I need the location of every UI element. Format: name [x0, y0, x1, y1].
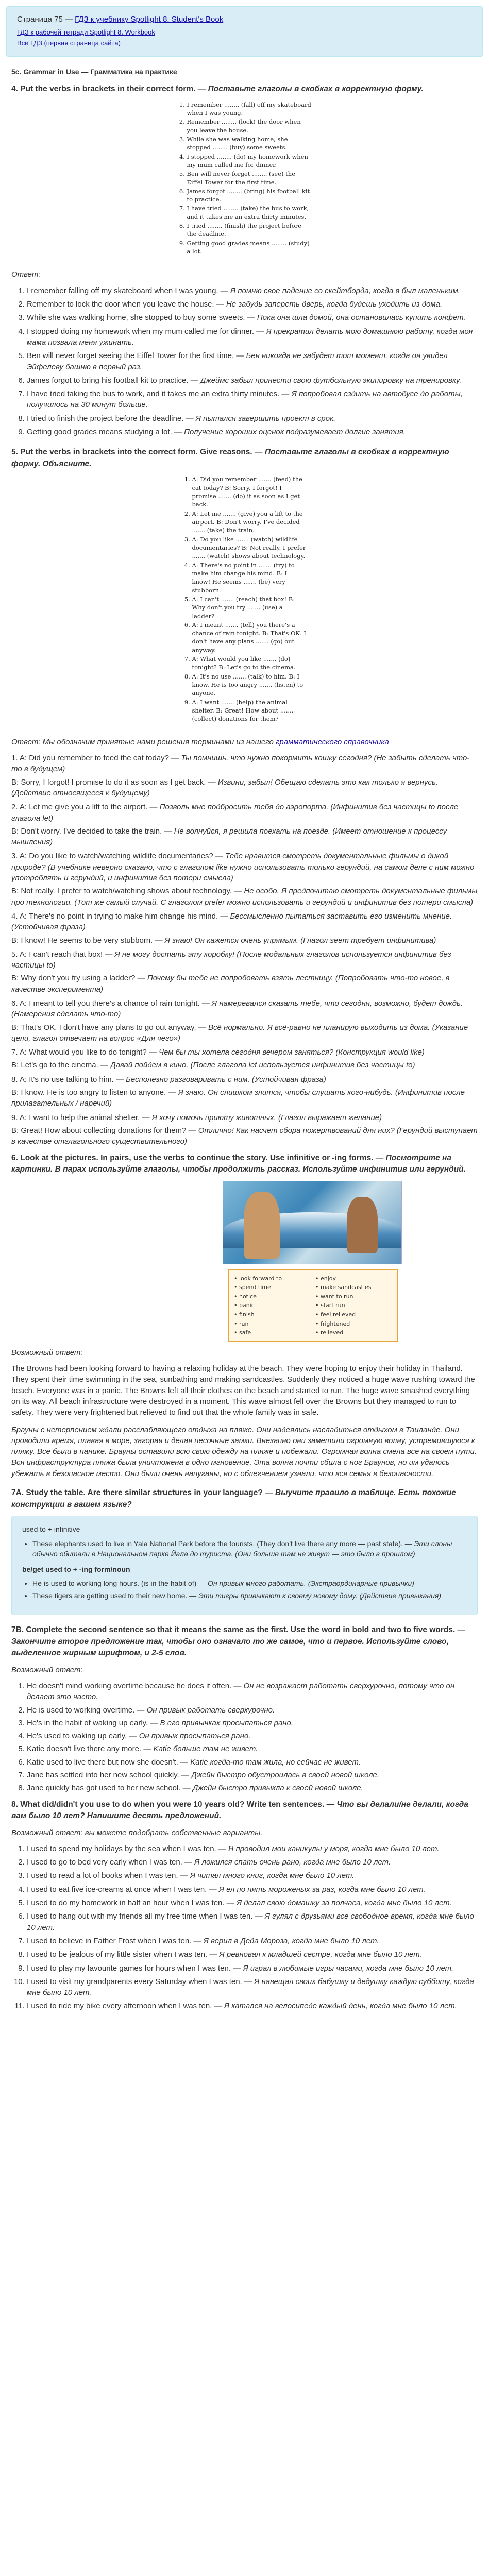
answer-en: B: Great! How about collecting donations for them? [11, 1126, 187, 1135]
answer-ru: — Всё нормально. Я всё-равно не планирую выходить из дома. (Указание цели, глагол отвечает на вопрос «Для чего») [11, 1023, 468, 1043]
word-item: • relieved [315, 1329, 344, 1336]
textbook-line: 9. Getting good grades means ........ (study) a lot. [187, 239, 312, 256]
answer-en: James forgot to bring his football kit to practice. [27, 376, 189, 385]
used-to-label: used to + infinitive [22, 1524, 80, 1533]
answer-ru: — В его привычках просыпаться рано. [148, 1718, 294, 1727]
answer-en: B: Let's go to the cinema. [11, 1061, 98, 1070]
dialogue-group [11, 998, 478, 1044]
answer-ru: — Я делал свою домашку за полчаса, когда мне было 10 лет. [224, 1899, 452, 1908]
answer-ru: — Получение хороших оценок подразумевает долгие занятия. [172, 428, 406, 437]
dialogue-line [11, 1087, 478, 1109]
textbook-line: 9. A: I want ....... (help) the animal shelter. B: Great! How about ....... (collect) donations for them? [192, 698, 307, 723]
answer-en: He's used to waking up early. [27, 1732, 127, 1741]
answer-en: B: That's OK. I don't have any plans to go out anyway. [11, 1023, 196, 1032]
answer-ru: — Ты помнишь, что нужно покормить кошку сегодня? (Не забыть сделать что-то в будущем) [11, 754, 470, 774]
answer-en: I used to do my homework in half an hour when I was ten. [27, 1899, 225, 1908]
answer-ru: — Я ревновал к младшей сестре, когда мне было 10 лет. [207, 1950, 422, 1959]
example-ru: — Эти слоны обычно обитали в Национальном парке Йала до туриста. (Они больше там не живут — это было в прошлом) [32, 1539, 452, 1558]
exercise-6 [11, 1153, 478, 1479]
answer-ru: — Я верил в Деда Мороза, когда мне было 10 лет. [191, 1936, 379, 1945]
exercise-7b [11, 1624, 478, 1793]
answer-en: He is used to working overtime. [27, 1705, 135, 1715]
dialogue-group [11, 911, 478, 946]
textbook-line: 2. A: Let me ....... (give) you a lift to the airport. B: Don't worry. I've decided ....... (take) the train. [192, 510, 307, 535]
ex6-story-en: The Browns had been looking forward to having a relaxing holiday at the beach. They were hoping to enjoy their holiday in Thailand. They spent their time swimming in the sea, sunbathing and making sandcastles. Suddenly they noticed a huge wave rushing toward the beach. Everyone was in a panic. The Browns left all their clothes on the beach and started to run. The huge wave smashed everything on its way. All beach infrastructure were destroyed in a moment. This wave almost fell over the Browns but they managed to run to safety. They were very frightened but relieved to find out that the whole family was in safe. [11, 1364, 475, 1417]
answer-ru: — Тебе нравится смотреть документальные фильмы о дикой природе? (В учебнике неверно сказано, что с глаголом like нужно использовать только герундий, на самом деле с ним можно употреблять и герундий, и инфинитив без потери смысла) [11, 852, 475, 883]
answer-item [27, 1731, 478, 1741]
answer-en: I used to spend my holidays by the sea when I was ten. [27, 1844, 216, 1853]
ex5-note-text: Ответ: Мы обозначим принятые нами решения терминами из нашего [11, 737, 276, 747]
textbook-line: 7. I have tried ........ (take) the bus to work, and it takes me an extra thirty minutes. [187, 204, 312, 221]
ex4-title-ru: — Поставьте глаголы в скобках в корректную форму. [195, 84, 424, 94]
answer-item [27, 285, 478, 296]
dialogue-group [11, 753, 478, 799]
textbook-line: 6. A: I meant ....... (tell) you there's a chance of rain tonight. B: That's OK. I don't have any plans ....... (go) out anyway. [192, 621, 307, 654]
answer-ru: — Он не возражает работать сверхурочно, потому что он делает это часто. [27, 1681, 455, 1702]
answer-ru: — Он привык работать сверхурочно. [134, 1705, 275, 1715]
answer-ru: — Не особо. Я предпочитаю смотреть документальные фильмы про технологии. (Тот же самый случай. С глаголом prefer можно использовать и герундий и инфинитив без потери смысла) [11, 887, 478, 907]
answer-en: Jane quickly has got used to her new school. [27, 1784, 181, 1793]
ex8-title-ru: — Что вы делали/не делали, когда вам было 10 лет? Напишите десять предложений. [11, 1800, 468, 1821]
answer-en: While she was walking home, she stopped to buy some sweets. [27, 313, 245, 323]
exercise-4-heading [11, 83, 478, 95]
main-content [6, 67, 483, 2011]
dialogue-line [11, 1112, 478, 1123]
answer-en: B: Sorry, I forgot! I promise to do it as soon as I get back. [11, 777, 206, 787]
word-item: • start run [315, 1302, 345, 1309]
answer-ru: — Не забудь запереть дверь, когда будешь уходить из дома. [214, 300, 443, 309]
section-title: 5c. Grammar in Use — Грамматика на практике [11, 67, 177, 76]
dialogue-group [11, 1074, 478, 1109]
page-title [17, 14, 472, 25]
exercise-7a [11, 1487, 478, 1615]
dialogue-number: 9. [11, 1113, 20, 1122]
ex5-textbook-list [183, 475, 307, 723]
answer-item [27, 1911, 478, 1933]
answer-ru: — Я ел по пять мороженых за раз, когда мне было 10 лет. [207, 1885, 426, 1894]
ex5-note [11, 737, 478, 748]
answer-ru: — Я читал много книг, когда мне было 10 лет. [178, 1871, 355, 1880]
dialogue-line [11, 1047, 478, 1058]
answer-item [27, 375, 478, 386]
answer-item [27, 1843, 478, 1854]
dialogue-line [11, 826, 478, 848]
ex7b-list [11, 1681, 478, 1794]
answer-en: I have tried taking the bus to work, and it takes me an extra thirty minutes. [27, 389, 280, 399]
answer-ru: — Я не могу достать эту коробку! (После модальных глаголов используется инфинитив без частицы to) [11, 950, 451, 970]
ex6-word-box [228, 1269, 398, 1342]
dialogue-line [11, 753, 478, 775]
answer-en: Jane has settled into her new school quickly. [27, 1771, 179, 1780]
dialogue-line [11, 935, 478, 946]
answer-en: Getting good grades means studying a lot. [27, 428, 172, 437]
dialogue-group [11, 1112, 478, 1147]
example-ru: — Эти тигры привыкают к своему новому дому. (Действие привыкания) [187, 1591, 442, 1600]
textbook-line: 4. I stopped ........ (do) my homework when my mum called me for dinner. [187, 152, 312, 170]
answer-en: I used to hang out with my friends all my free time when I was ten. [27, 1912, 253, 1921]
answer-en: I used to believe in Father Frost when I was ten. [27, 1936, 192, 1945]
answer-en: I used to go to bed very early when I was ten. [27, 1858, 182, 1867]
answer-en: A: What would you like to do tonight? [19, 1048, 147, 1057]
ex6-story-ru: Брауны с нетерпением ждали расслабляющего отдыха на пляже. Они надеялись насладиться отдыхом в Таиланде. Они проводили время, плавая в море, загорая и делая песочные замки. Внезапно они заметили огромную волну, устремившуюся к пляжу. Все были в панике. Брауны оставили всю свою одежду на пляже и побежали. Огромная волна смела все на своем пути. Вся инфраструктура пляжа была уничтожена в одно мгновение. Эта волна почти сбила с ног Браунов, но им удалось убежать в безопасное место. Они были очень напуганы, но с облегчением узнали, что вся семья в безопасности. [11, 1425, 477, 1478]
answer-en: I used to ride my bike every afternoon when I was ten. [27, 2002, 212, 2011]
dialogue-group [11, 802, 478, 848]
grammar-reference-link[interactable]: грамматического справочника [275, 737, 389, 747]
answer-en: Katie used to live there but now she doesn't. [27, 1757, 178, 1767]
dialogue-line [11, 851, 478, 884]
textbook-line: 8. A: It's no use ....... (talk) to him. B: I know. He is too angry ....... (listen) to anyone. [192, 672, 307, 698]
word-item: • feel relieved [315, 1311, 356, 1318]
textbook-line: 1. I remember ........ (fall) off my skateboard when I was young. [187, 100, 312, 117]
example-en: He is used to working long hours. (is in the habit of) [32, 1579, 197, 1588]
answer-ru: — Katie больше там не живет. [141, 1744, 258, 1754]
ex5-answers [11, 753, 478, 1147]
ex5-title-en: 5. Put the verbs in brackets into the correct form. Give reasons. [11, 448, 252, 457]
ex6-answer-heading: Возможный ответ: [11, 1348, 83, 1357]
ex7b-title-en: 7B. Complete the second sentence so that it means the same as the first. Use the word in bold and two to five words. [11, 1625, 456, 1635]
dialogue-group [11, 949, 478, 995]
answer-en: I used to eat five ice-creams at once when I was ten. [27, 1885, 207, 1894]
ex7a-title-ru: — Выучите правило в таблице. Есть похожие конструкции в вашем языке? [11, 1488, 456, 1509]
dialogue-group [11, 851, 478, 907]
answer-item [27, 1936, 478, 1946]
answer-item [27, 1681, 478, 1703]
answer-en: A: There's no point in trying to make him change his mind. [19, 911, 218, 921]
answer-ru: — Я играл в любимые игры часами, когда мне было 10 лет. [231, 1963, 454, 1973]
exercise-8 [11, 1799, 478, 2012]
ex6-title-en: 6. Look at the pictures. In pairs, use the verbs to continue the story. Use infinitive or -ing forms. [11, 1153, 374, 1162]
word-item: • run [234, 1320, 249, 1327]
answer-ru: — Давай пойдем в кино. (После глагола let используется инфинитив без частицы to) [98, 1061, 415, 1070]
word-item: • enjoy [315, 1275, 336, 1282]
example-en: These elephants used to live in Yala National Park before the tourists. (They don't live there any more — past state). [32, 1539, 403, 1548]
answer-item [27, 1783, 478, 1793]
answer-en: I used to be jealous of my little sister when I was ten. [27, 1950, 208, 1959]
word-item: • notice [234, 1293, 257, 1300]
answer-ru: — Я знаю. Он слишком злится, чтобы слушать кого-нибудь. (Инфинитив после прилагательных / наречий) [11, 1088, 465, 1108]
answer-item [27, 1757, 478, 1768]
answer-ru: — Я гулял с друзьями все свободное время, когда мне было 10 лет. [27, 1912, 474, 1932]
answer-en: I used to visit my grandparents every Saturday when I was ten. [27, 1977, 242, 1986]
grammar-example [32, 1579, 467, 1589]
textbook-line: 1. A: Did you remember ....... (feed) the cat today? B: Sorry, I forgot! I promise ....... (do) it as soon as I get back. [192, 475, 307, 509]
dialogue-line [11, 1060, 478, 1071]
answer-ru: — Я попробовал ездить на автобусе до работы, получилось на 30 минут больше. [27, 389, 463, 410]
answer-ru: — Бен никогда не забудет тот момент, когда он увидел Эйфелеву башню в первый раз. [27, 351, 448, 371]
ex6-title-ru: — Посмотрите на картинки. В парах используйте глаголы, чтобы продолжить рассказ. Используйте инфинитив или герундий. [11, 1153, 466, 1174]
header-infobox [6, 6, 483, 57]
dialogue-line [11, 1074, 478, 1085]
answer-en: B: I know. He is too angry to listen to anyone. [11, 1088, 166, 1097]
ex4-textbook-list [178, 100, 312, 256]
dialogue-line [11, 998, 478, 1020]
ex4-textbook-excerpt [178, 100, 312, 256]
word-item: • spend time [234, 1284, 271, 1291]
textbook-line: 3. A: Do you like ....... (watch) wildlife documentaries? B: Not really. I prefer ....... (watch) shows about technology. [192, 535, 307, 561]
textbook-line: 4. A: There's no point in ....... (try) to make him change his mind. B: I know! He seems ....... (be) very stubborn. [192, 561, 307, 595]
ex6-story [11, 1363, 478, 1479]
be-used-to-label: be/get used to + -ing form/noun [22, 1565, 130, 1573]
answer-ru: — Джейн быстро обустроилась в своей новой школе. [179, 1771, 380, 1780]
ex7b-title-ru: — Закончите второе предложение так, чтобы оно означало то же самое, что и первое. Используйте слово, выделенное жирным шрифтом, и 2-5 слов. [11, 1625, 466, 1658]
grammar-table-box [11, 1516, 478, 1615]
answer-ru: — Джейн быстро привыкла к своей новой школе. [180, 1784, 363, 1793]
answer-item [27, 1705, 478, 1716]
word-item: • look forward to [234, 1275, 282, 1282]
answer-ru: — Я прекратил делать мою домашнюю работу, когда моя мама позвала меня ужинать. [27, 327, 473, 347]
exercise-5-heading [11, 447, 478, 470]
dialogue-number: 3. [11, 852, 20, 861]
dialogue-line [11, 1125, 478, 1147]
person-shape [347, 1197, 378, 1253]
dialogue-line [11, 1022, 478, 1044]
answer-en: I used to read a lot of books when I was ten. [27, 1871, 178, 1880]
grammar-example [32, 1591, 467, 1601]
example-ru: — Он привык много работать. (Экстраординарные привычки) [196, 1579, 414, 1588]
answer-ru: — Бесполезно разговаривать с ним. (Устойчивая фраза) [113, 1075, 326, 1084]
exercise-6-heading [11, 1153, 478, 1176]
answer-en: He doesn't mind working overtime because he does it often. [27, 1681, 232, 1690]
answer-ru: — Я хочу помочь приюту животных. (Глагол выражает желание) [140, 1113, 382, 1122]
answer-item [27, 2001, 478, 2011]
answer-en: I used to play my favourite games for hours when I was ten. [27, 1963, 231, 1973]
exercise-5 [11, 447, 478, 1147]
answer-en: B: Why don't you try using a ladder? [11, 974, 136, 983]
answer-ru: — Katie когда-то там жила, но сейчас не живет. [178, 1757, 361, 1767]
exercise-7a-heading [11, 1487, 478, 1511]
ex8-list [11, 1843, 478, 2012]
answer-item [27, 1743, 478, 1754]
answer-ru: — Почему бы тебе не попробовать взять лестницу. (Попробовать что-то новое, в качестве эксперимента) [11, 974, 450, 994]
answer-ru: — Я проводил мои каникулы у моря, когда мне было 10 лет. [216, 1844, 440, 1853]
dialogue-number: 4. [11, 911, 20, 921]
answer-en: A: It's no use talking to him. [19, 1075, 114, 1084]
dialogue-number: 8. [11, 1075, 20, 1084]
answer-en: I tried to finish the project before the deadline. [27, 414, 184, 423]
answer-item [27, 427, 478, 437]
dialogue-line [11, 973, 478, 995]
answer-ru: — Джеймс забыл принести свою футбольную экипировку на тренировку. [188, 376, 462, 385]
answer-en: B: Don't worry. I've decided to take the train. [11, 826, 162, 836]
dialogue-group [11, 1047, 478, 1071]
answer-item [27, 1870, 478, 1881]
textbook-line: 7. A: What would you like ....... (do) tonight? B: Let's go to the cinema. [192, 655, 307, 672]
answer-ru: — Он привык просыпаться рано. [127, 1732, 251, 1741]
textbook-line: 3. While she was walking home, she stopped ........ (buy) some sweets. [187, 135, 312, 152]
answer-ru: — Отлично! Как насчет сбора пожертвований для них? (Герундий выступает в качестве отглагольного существительного) [11, 1126, 478, 1146]
page-title-prefix: Страница 75 — [17, 15, 75, 24]
answer-item [27, 312, 478, 323]
workbook-link[interactable]: ГДЗ к рабочей тетради Spotlight 8. Workbook [17, 28, 155, 37]
answer-en: Remember to lock the door when you leave the house. [27, 300, 214, 309]
answer-ru: — Не волнуйся, я решила поехать на поезде. (Имеет отношение к процессу мышления) [11, 826, 447, 847]
ex4-title-en: 4. Put the verbs in brackets in their correct form. [11, 84, 196, 94]
word-item: • make sandcastles [315, 1284, 372, 1291]
dialogue-number: 5. [11, 950, 20, 959]
answer-en: I stopped doing my homework when my mum called me for dinner. [27, 327, 255, 336]
answer-ru: — Я катался на велосипеде каждый день, когда мне было 10 лет. [212, 2002, 457, 2011]
answer-ru: — Я знаю! Он кажется очень упрямым. (Глагол seem требует инфинитива) [153, 936, 436, 945]
example-en: These tigers are getting used to their new home. [32, 1591, 188, 1600]
answer-en: I remember falling off my skateboard when I was young. [27, 286, 218, 295]
be-used-to-examples [22, 1579, 467, 1601]
answer-en: A: I meant to tell you there's a chance of rain tonight. [19, 999, 200, 1008]
answer-ru: — Позволь мне подбросить тебя до аэропорта. (Инфинитив без частицы to после глагола let) [11, 803, 459, 823]
grammar-example [32, 1539, 467, 1560]
used-to-examples [22, 1539, 467, 1560]
answer-ru: — Я намеревался сказать тебе, что сегодня, возможно, будет дождь. (Намерения сделать что-то) [11, 999, 463, 1019]
answer-item [27, 350, 478, 372]
dialogue-number: 7. [11, 1048, 20, 1057]
answer-en: A: Let me give you a lift to the airport. [19, 803, 148, 812]
answer-item [27, 1897, 478, 1908]
exercise-4 [11, 83, 478, 437]
textbook-line: 6. James forgot ........ (bring) his football kit to practice. [187, 187, 312, 204]
ex8-title-en: 8. What did/didn't you use to do when you were 10 years old? Write ten sentences. [11, 1800, 325, 1809]
ex5-textbook-excerpt [183, 475, 307, 723]
answer-ru: — Чем бы ты хотела сегодня вечером заняться? (Конструкция would like) [146, 1048, 425, 1057]
answer-en: A: Do you like to watch/watching wildlife documentaries? [19, 852, 213, 861]
word-item: • want to run [315, 1293, 353, 1300]
answer-en: Ben will never forget seeing the Eiffel Tower for the first time. [27, 351, 234, 361]
textbook-link[interactable]: ГДЗ к учебнику Spotlight 8. Student's Book [75, 15, 224, 24]
dialogue-line [11, 911, 478, 933]
answer-item [27, 1884, 478, 1895]
answer-ru: — Пока она шла домой, она остановилась купить конфет. [245, 313, 466, 323]
answer-item [27, 413, 478, 424]
ex5-title-ru: — Поставьте глаголы в скобках в корректную форму. Объясните. [11, 448, 449, 468]
answer-item [27, 299, 478, 310]
answer-ru: — Я пытался завершить проект в срок. [183, 414, 336, 423]
answer-ru: — Извини, забыл! Обещаю сделать это как только я вернусь. (Действие относящееся к будущему) [11, 777, 438, 798]
word-item: • safe [234, 1329, 251, 1336]
dialogue-number: 2. [11, 803, 20, 812]
ex4-answer-list [11, 285, 478, 438]
answer-item [27, 1963, 478, 1974]
ex7b-answer-heading: Возможный ответ: [11, 1665, 83, 1674]
dialogue-line [11, 886, 478, 908]
textbook-line: 5. A: I can't ....... (reach) that box! B: Why don't you try ....... (use) a ladder? [192, 595, 307, 620]
answer-item [27, 1718, 478, 1728]
answer-item [27, 1857, 478, 1868]
textbook-line: 8. I tried ........ (finish) the project before the deadline. [187, 222, 312, 239]
exercise-8-heading [11, 1799, 478, 1822]
person-shape [244, 1192, 280, 1259]
answer-ru: — Я навещал своих бабушку и дедушку каждую субботу, когда мне было 10 лет. [27, 1977, 474, 1997]
ex7a-title-en: 7A. Study the table. Are there similar structures in your language? [11, 1488, 263, 1498]
word-item: • frightened [315, 1320, 350, 1327]
header-link-item [17, 39, 472, 48]
ex4-answer-heading: Ответ: [11, 270, 41, 279]
answer-en: Katie doesn't live there any more. [27, 1744, 142, 1754]
textbook-line: 5. Ben will never forget ........ (see) the Eiffel Tower for the first time. [187, 170, 312, 187]
answer-en: B: Not really. I prefer to watch/watching shows about technology. [11, 887, 232, 896]
header-link-item [17, 28, 472, 37]
answer-ru: — Бессмысленно пытаться заставить его изменить мнение. (Устойчивая фраза) [11, 911, 452, 932]
answer-en: He's in the habit of waking up early. [27, 1718, 148, 1727]
dialogue-line [11, 777, 478, 799]
answer-en: A: I want to help the animal shelter. [19, 1113, 140, 1122]
textbook-line: 2. Remember ........ (lock) the door when you leave the house. [187, 117, 312, 134]
answer-en: B: I know! He seems to be very stubborn. [11, 936, 153, 945]
tsunami-picture [223, 1181, 402, 1264]
answer-item [27, 388, 478, 411]
answer-item [27, 326, 478, 348]
dialogue-line [11, 802, 478, 824]
word-item: • panic [234, 1302, 255, 1309]
header-links [17, 28, 472, 48]
dialogue-line [11, 949, 478, 971]
answer-item [27, 1949, 478, 1960]
exercise-7b-heading [11, 1624, 478, 1659]
answer-ru: — Я помню свое падение со скейтборда, когда я был маленьким. [218, 286, 460, 295]
word-item: • finish [234, 1311, 255, 1318]
answer-item [27, 1770, 478, 1781]
dialogue-number: 6. [11, 999, 20, 1008]
all-gdz-link[interactable]: Все ГДЗ (первая страница сайта) [17, 39, 121, 47]
ex8-answer-heading: Возможный ответ: вы можете подобрать собственные варианты. [11, 1828, 263, 1837]
dialogue-number: 1. [11, 754, 20, 763]
answer-en: A: Did you remember to feed the cat today? [19, 754, 170, 763]
answer-en: A: I can't reach that box! [19, 950, 103, 959]
answer-item [27, 1976, 478, 1998]
answer-ru: — Я ложился спать очень рано, когда мне было 10 лет. [182, 1858, 391, 1867]
